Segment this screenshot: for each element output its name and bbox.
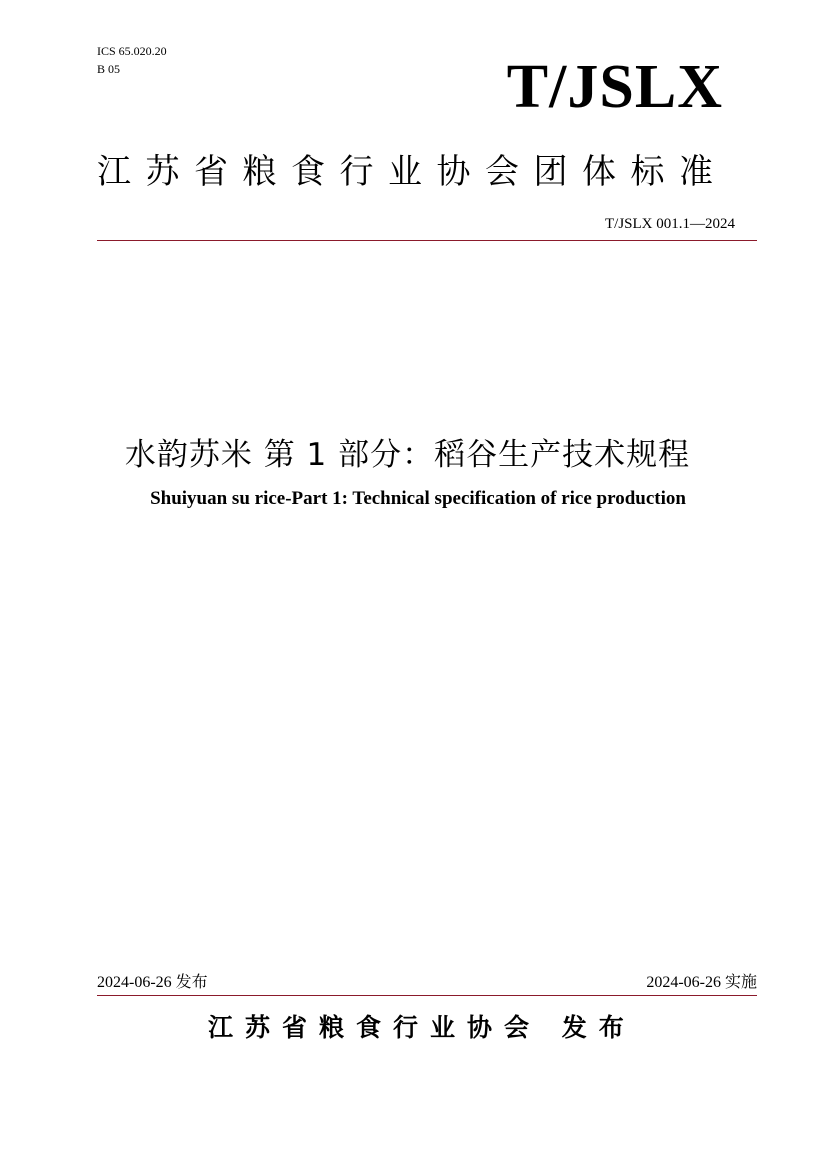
- standard-number: T/JSLX 001.1—2024: [604, 216, 735, 232]
- implementation-date: 2024-06-26 实施: [646, 974, 757, 991]
- title-chinese: 水韵苏米 第 1 部分：稻谷生产技术规程: [124, 437, 691, 473]
- standard-logo: T/JSLX: [506, 53, 723, 121]
- category-title: 江苏省粮食行业协会团体标准: [97, 152, 728, 192]
- issue-date: 2024-06-26 发布: [97, 974, 208, 991]
- bottom-divider: [97, 995, 757, 996]
- ccs-code: B 05: [97, 62, 121, 76]
- title-english: Shuiyuan su rice-Part 1: Technical specification of rice production: [150, 488, 686, 509]
- classification-codes: [97, 42, 167, 78]
- ics-code: ICS 65.020.20: [97, 44, 167, 58]
- publisher: 江苏省粮食行业协会 发布: [208, 1013, 636, 1042]
- top-divider: [97, 240, 757, 241]
